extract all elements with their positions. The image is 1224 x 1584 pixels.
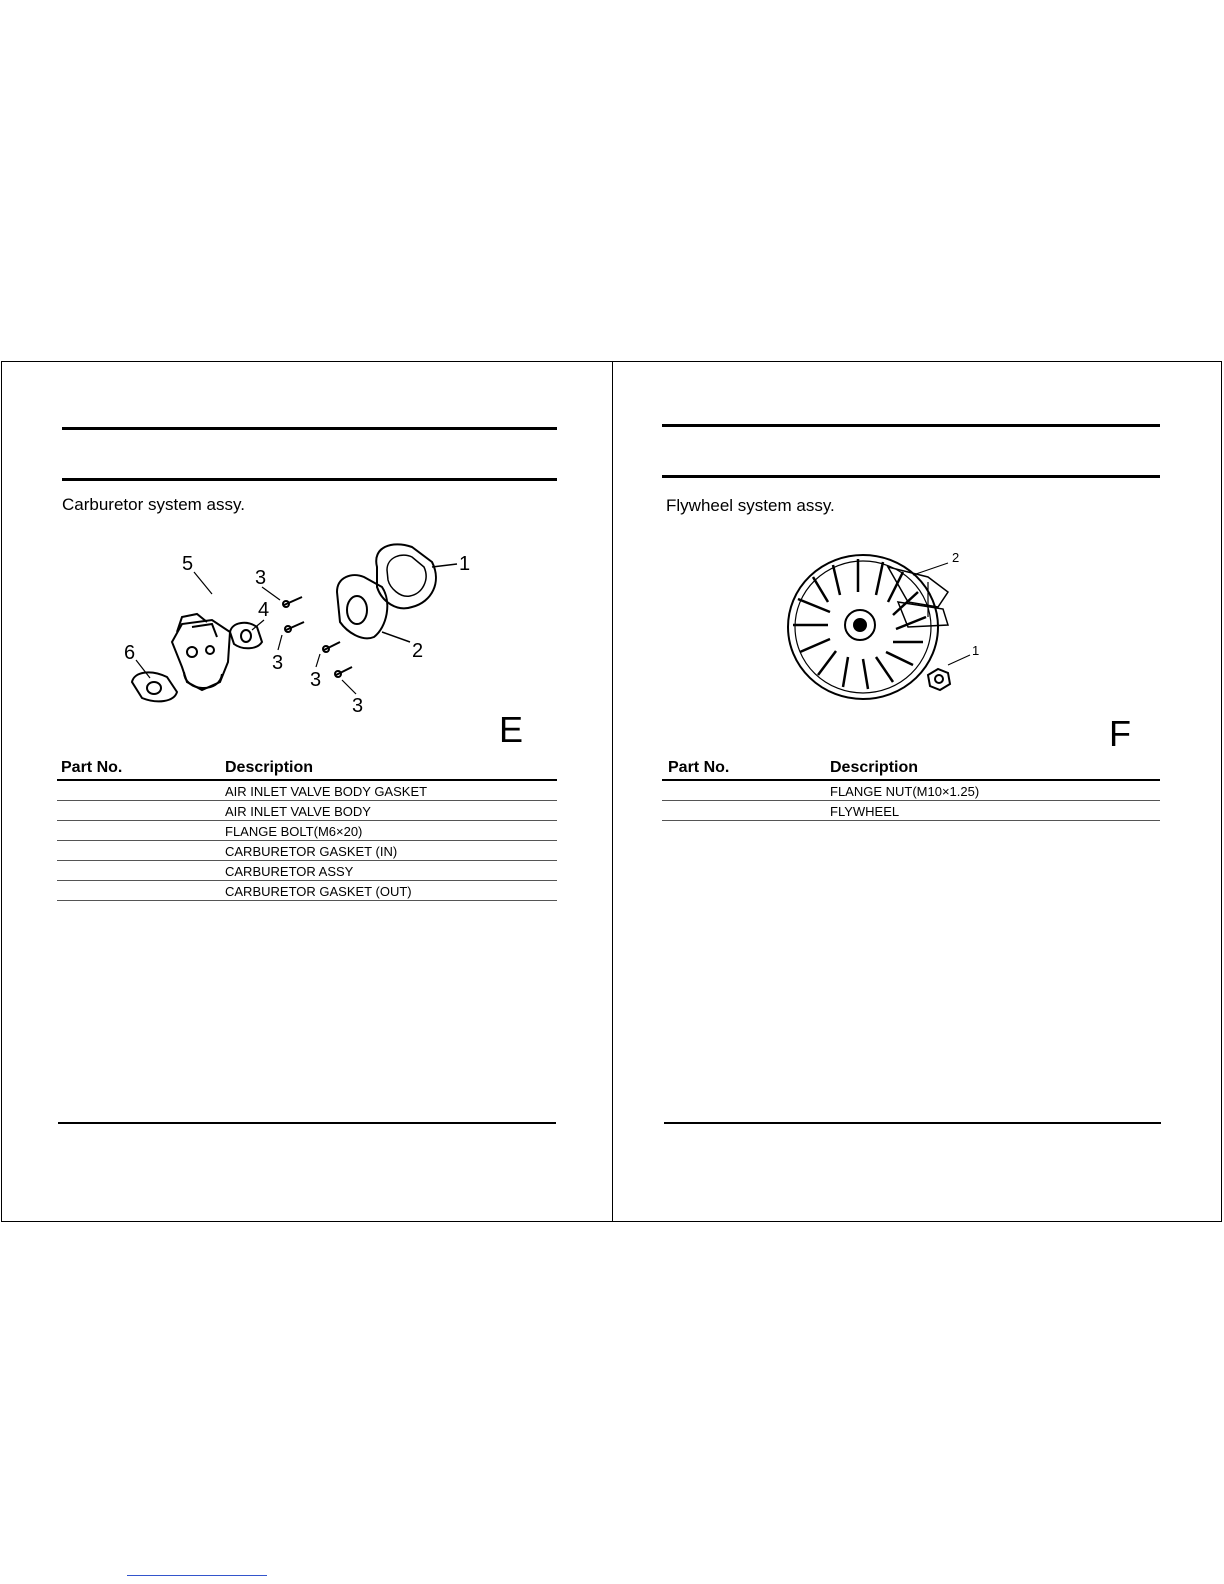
table-header: [57, 757, 557, 781]
footer-rule: [664, 1122, 1161, 1124]
figure-letter: F: [1109, 713, 1131, 754]
flywheel-diagram: [778, 547, 1018, 717]
figure-letter: E: [499, 709, 524, 750]
callout-3a: 3: [255, 567, 267, 589]
gasket-1-shape: [376, 544, 436, 608]
parts-table: [57, 757, 557, 901]
table-row: [662, 801, 1160, 821]
callout-1: 1: [459, 553, 471, 575]
column-header-part-no: Part No.: [61, 759, 123, 776]
header-rule: [62, 478, 557, 481]
callout-3b: 3: [272, 652, 284, 674]
table-header: [662, 757, 1160, 781]
parts-table: [662, 757, 1160, 821]
manual-spread: [1, 361, 1222, 1222]
top-rule: [662, 424, 1160, 427]
table-row: [57, 781, 557, 801]
column-header-description: Description: [830, 759, 919, 776]
table-row: [57, 861, 557, 881]
column-header-part-no: Part No.: [668, 759, 730, 776]
section-title: Carburetor system assy.: [62, 495, 245, 514]
row-description: CARBURETOR GASKET (OUT): [225, 884, 412, 899]
table-row: [57, 841, 557, 861]
table-row: [57, 881, 557, 901]
callout-2: 2: [952, 550, 960, 565]
callout-1: 1: [972, 643, 980, 658]
row-description: FLANGE BOLT(M6×20): [225, 824, 363, 839]
callout-6: 6: [124, 642, 136, 664]
table-row: [57, 821, 557, 841]
header-rule: [662, 475, 1160, 478]
left-page: [2, 362, 612, 1221]
flange-nut-shape: [928, 669, 950, 690]
callout-4: 4: [258, 599, 270, 621]
row-description: AIR INLET VALVE BODY: [225, 804, 371, 819]
callout-3c: 3: [310, 669, 322, 691]
row-description: CARBURETOR ASSY: [225, 864, 354, 879]
section-title: Flywheel system assy.: [666, 496, 835, 515]
callout-2: 2: [412, 640, 424, 662]
row-description: CARBURETOR GASKET (IN): [225, 844, 398, 859]
row-description: FLYWHEEL: [830, 804, 900, 819]
right-page: [613, 362, 1223, 1221]
callout-3d: 3: [352, 695, 364, 717]
row-description: AIR INLET VALVE BODY GASKET: [225, 784, 428, 799]
row-description: FLANGE NUT(M10×1.25): [830, 784, 980, 799]
carburetor-diagram: [112, 532, 482, 722]
link-underline[interactable]: [127, 1575, 267, 1576]
footer-rule: [58, 1122, 556, 1124]
table-row: [57, 801, 557, 821]
table-row: [662, 781, 1160, 801]
top-rule: [62, 427, 557, 430]
callout-5: 5: [182, 553, 194, 575]
column-header-description: Description: [225, 759, 314, 776]
